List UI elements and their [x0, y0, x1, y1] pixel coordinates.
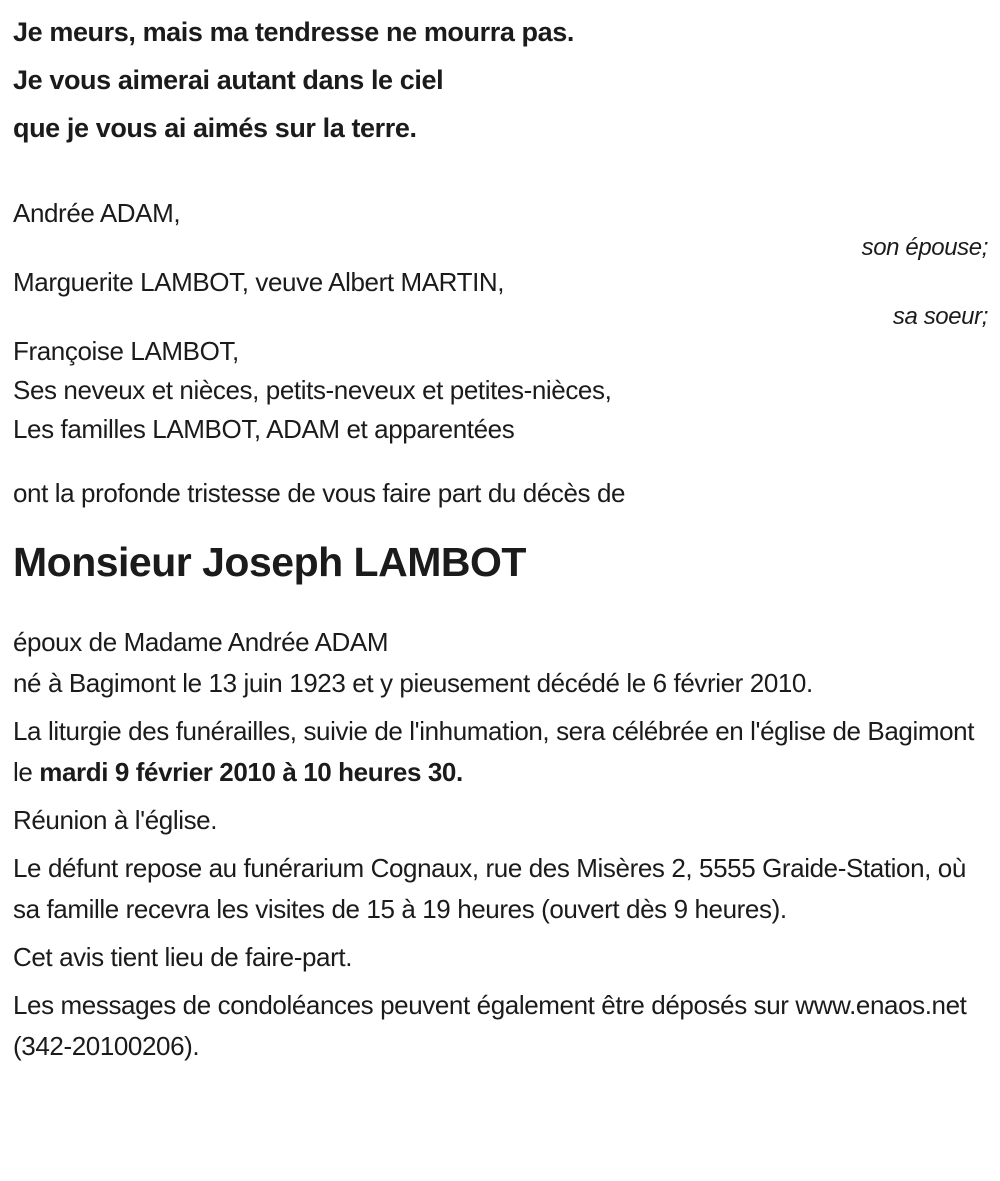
mourner-name: Andrée ADAM, [13, 198, 181, 228]
liturgy-line [13, 711, 988, 793]
mourner-name: Marguerite LAMBOT, veuve Albert MARTIN, [13, 267, 505, 297]
mourner-name: Les familles LAMBOT, ADAM et apparentées [13, 414, 515, 444]
mourner-relation: son épouse; [861, 234, 988, 261]
liturgy-text: La liturgie des funérailles, suivie de l'inhumation, sera célébrée en l'église de Bagimont le [13, 716, 975, 787]
mourners-list [13, 194, 988, 449]
mourner-name: Françoise LAMBOT, [13, 336, 239, 366]
deceased-name-heading: Monsieur Joseph LAMBOT [13, 539, 526, 585]
epitaph-line-2: Je vous aimerai autant dans le ciel [13, 65, 444, 95]
epitaph [13, 8, 988, 152]
condolences-line: Les messages de condoléances peuvent également être déposés sur www.enaos.net (342-20100206). [13, 990, 967, 1061]
mourner-name: Ses neveux et nièces, petits-neveux et petites-nièces, [13, 375, 612, 405]
epitaph-line-3: que je vous ai aimés sur la terre. [13, 113, 417, 143]
meeting-line: Réunion à l'église. [13, 805, 218, 835]
announcement-line: ont la profonde tristesse de vous faire part du décès de [13, 478, 626, 508]
faire-part-line: Cet avis tient lieu de faire-part. [13, 942, 353, 972]
spouse-line: époux de Madame Andrée ADAM [13, 627, 389, 657]
repose-line: Le défunt repose au funérarium Cognaux, rue des Misères 2, 5555 Graide-Station, où sa famille recevra les visites de 15 à 19 heures (ouvert dès 9 heures). [13, 853, 966, 924]
epitaph-line-1: Je meurs, mais ma tendresse ne mourra pas. [13, 17, 574, 47]
mourner-relation: sa soeur; [892, 303, 988, 330]
liturgy-datetime: mardi 9 février 2010 à 10 heures 30. [39, 757, 463, 787]
birth-death-line: né à Bagimont le 13 juin 1923 et y pieusement décédé le 6 février 2010. [13, 668, 813, 698]
